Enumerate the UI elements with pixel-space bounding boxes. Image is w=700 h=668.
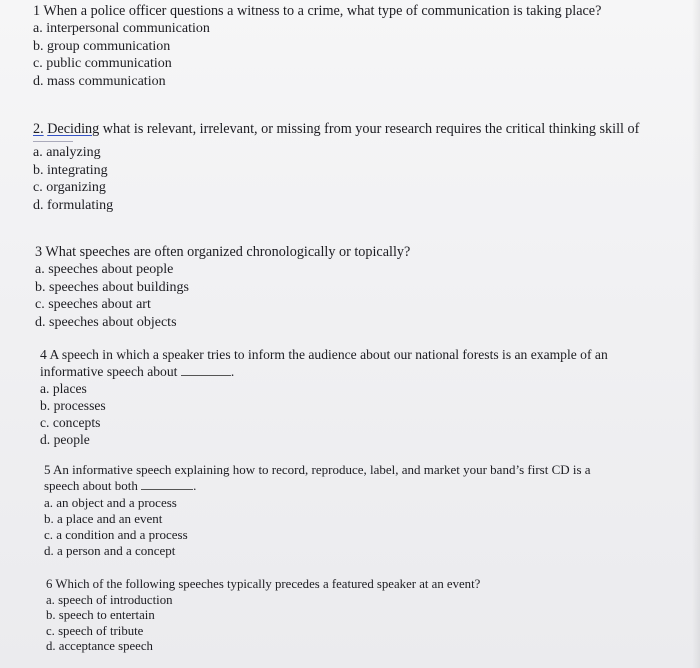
option-a: a. interpersonal communication xyxy=(33,21,210,36)
question-stem-line-2 xyxy=(44,478,654,494)
option-d: d. speeches about objects xyxy=(35,314,177,330)
underlined-word: Deciding xyxy=(47,121,100,137)
question-1 xyxy=(33,2,601,90)
option-d: d. formulating xyxy=(33,197,114,213)
option-b: b. integrating xyxy=(33,162,108,178)
option-a: a. places xyxy=(40,381,87,396)
question-stem-text: speech about both xyxy=(44,478,138,494)
option-c: c. public communication xyxy=(33,56,172,71)
option-d: d. people xyxy=(40,432,90,447)
question-stem: 6 Which of the following speeches typically precedes a featured speaker at an event? xyxy=(46,577,481,591)
blank-period: . xyxy=(230,364,235,379)
option-a: a. an object and a process xyxy=(44,494,177,510)
option-d: d. acceptance speech xyxy=(46,639,153,654)
question-4 xyxy=(40,346,660,448)
option-d: d. a person and a concept xyxy=(44,543,176,559)
option-b: b. speeches about buildings xyxy=(35,279,189,295)
question-stem: 1 When a police officer questions a witness to a crime, what type of communication is taking place? xyxy=(33,3,602,19)
question-5 xyxy=(44,462,654,560)
answer-blank xyxy=(181,375,231,376)
option-c: c. speeches about art xyxy=(35,297,151,312)
question-stem xyxy=(33,120,639,138)
option-b: b. a place and an event xyxy=(44,510,163,526)
option-b: b. speech to entertain xyxy=(46,608,155,623)
option-c: c. a condition and a process xyxy=(44,527,188,543)
option-a: a. analyzing xyxy=(33,145,101,160)
option-a: a. speeches about people xyxy=(35,262,174,277)
question-3 xyxy=(35,243,410,331)
question-6 xyxy=(46,577,480,655)
page-edge-shadow xyxy=(692,0,700,668)
option-b: b. group communication xyxy=(33,38,171,54)
option-d: d. mass communication xyxy=(33,73,166,89)
question-number: 2. xyxy=(33,121,44,137)
question-stem-text: informative speech about xyxy=(40,364,178,379)
answer-blank xyxy=(141,489,193,490)
question-stem-rest: what is relevant, irrelevant, or missing from your research requires the critical thinking skill of xyxy=(99,121,640,137)
question-stem: 3 What speeches are often organized chronologically or topically? xyxy=(35,244,411,260)
option-c: c. speech of tribute xyxy=(46,623,144,638)
option-c: c. concepts xyxy=(40,415,101,430)
option-a: a. speech of introduction xyxy=(46,592,173,607)
question-2 xyxy=(33,120,639,214)
question-stem-line-1: 5 An informative speech explaining how to record, reproduce, label, and market your band’s first CD is a xyxy=(44,462,591,477)
option-c: c. organizing xyxy=(33,180,106,195)
question-stem-line-1: 4 A speech in which a speaker tries to inform the audience about our national forests is an example of an xyxy=(40,347,608,362)
question-stem-line-2 xyxy=(40,363,660,380)
answer-blank xyxy=(33,141,73,142)
option-b: b. processes xyxy=(40,398,106,413)
blank-period: . xyxy=(193,478,197,494)
